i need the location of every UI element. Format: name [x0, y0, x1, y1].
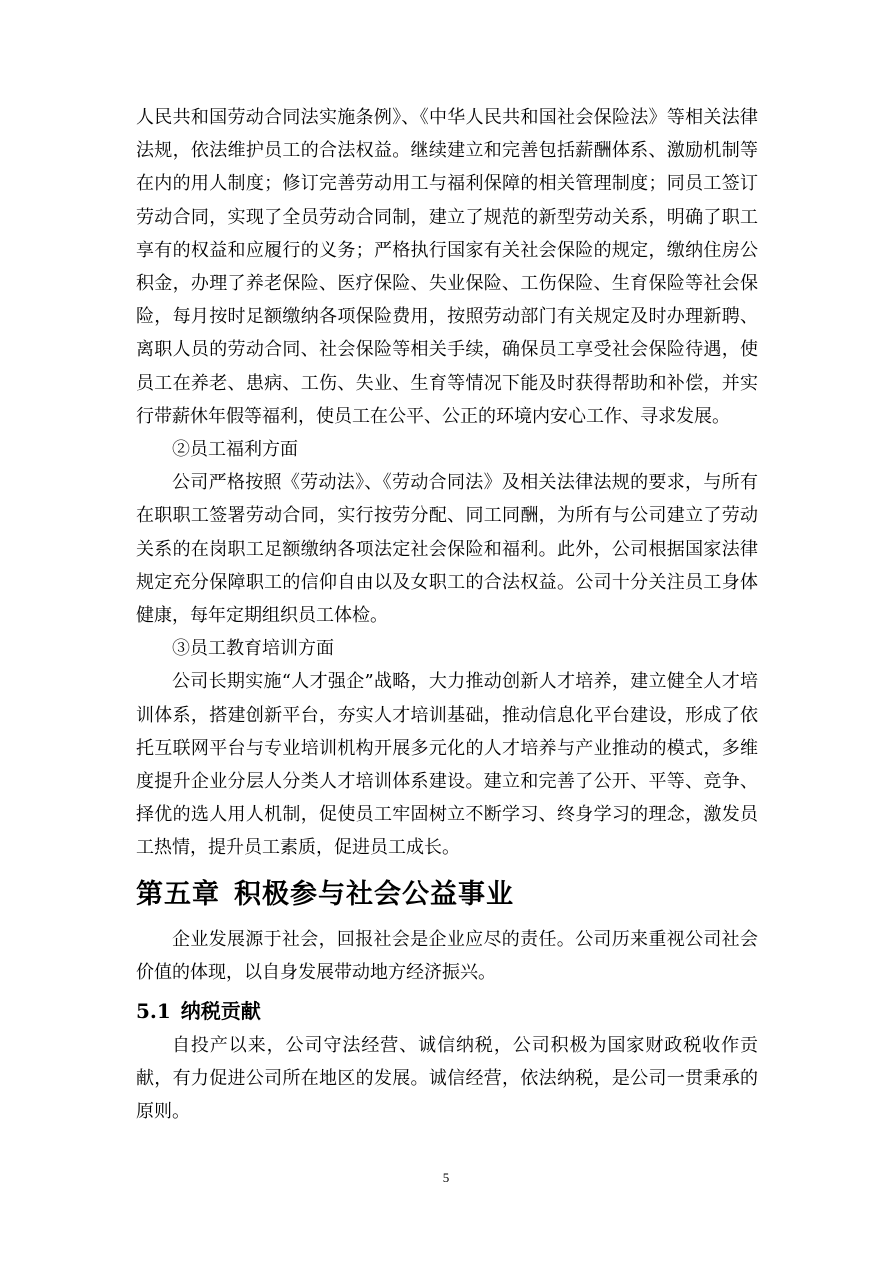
subheading-employee-welfare: ②员工福利方面: [172, 439, 298, 461]
page-number: 5: [442, 1170, 450, 1185]
section-title: 纳税贡献: [180, 999, 261, 1024]
section-heading: [136, 989, 758, 1029]
subheading-employee-training: ③员工教育培训方面: [172, 638, 334, 660]
body-paragraph-employee-training: 公司长期实施“人才强企”战略，大力推动创新人才培养，建立健全人才培训体系，搭建创新平台，夯实人才培训基础，推动信息化平台建设，形成了依托互联网平台与专业培训机构开展多元化的人才培养与产业推动的模式，多维度提升企业分层人分类人才培训体系建设。建立和完善了公开、平等、竞争、择优的选人用人机制，促使员工牢固树立不断学习、终身学习的理念，激发员工热情，提升员工素质，促进员工成长。: [136, 671, 758, 859]
document-page: [136, 101, 758, 1129]
body-paragraph-employee-welfare: 公司严格按照《劳动法》、《劳动合同法》及相关法律法规的要求，与所有在职职工签署劳动合同，实行按劳分配、同工同酬，为所有与公司建立了劳动关系的在岗职工足额缴纳各项法定社会保险和福利。此外，公司根据国家法律规定充分保障职工的信仰自由以及女职工的合法权益。公司十分关注员工身体健康，每年定期组织员工体检。: [136, 472, 758, 627]
chapter-heading: [136, 865, 758, 918]
section-number: 5.1: [136, 999, 171, 1024]
chapter-number: 第五章: [136, 878, 220, 910]
chapter-intro-paragraph: 企业发展源于社会，回报社会是企业应尽的责任。公司历来重视公司社会价值的体现，以自身发展带动地方经济振兴。: [136, 928, 758, 983]
chapter-title: 积极参与社会公益事业: [234, 878, 514, 910]
section-tax-paragraph: 自投产以来，公司守法经营、诚信纳税，公司积极为国家财政税收作贡献，有力促进公司所在地区的发展。诚信经营，依法纳税，是公司一贯秉承的原则。: [136, 1035, 758, 1123]
body-paragraph-labor-law: 人民共和国劳动合同法实施条例》、《中华人民共和国社会保险法》等相关法律法规，依法维护员工的合法权益。继续建立和完善包括薪酬体系、激励机制等在内的用人制度；修订完善劳动用工与福利保障的相关管理制度；同员工签订劳动合同，实现了全员劳动合同制，建立了规范的新型劳动关系，明确了职工享有的权益和应履行的义务；严格执行国家有关社会保险的规定，缴纳住房公积金，办理了养老保险、医疗保险、失业保险、工伤保险、生育保险等社会保险，每月按时足额缴纳各项保险费用，按照劳动部门有关规定及时办理新聘、离职人员的劳动合同、社会保险等相关手续，确保员工享受社会保险待遇，使员工在养老、患病、工伤、失业、生育等情况下能及时获得帮助和补偿，并实行带薪休年假等福利，使员工在公平、公正的环境内安心工作、寻求发展。: [136, 107, 758, 427]
